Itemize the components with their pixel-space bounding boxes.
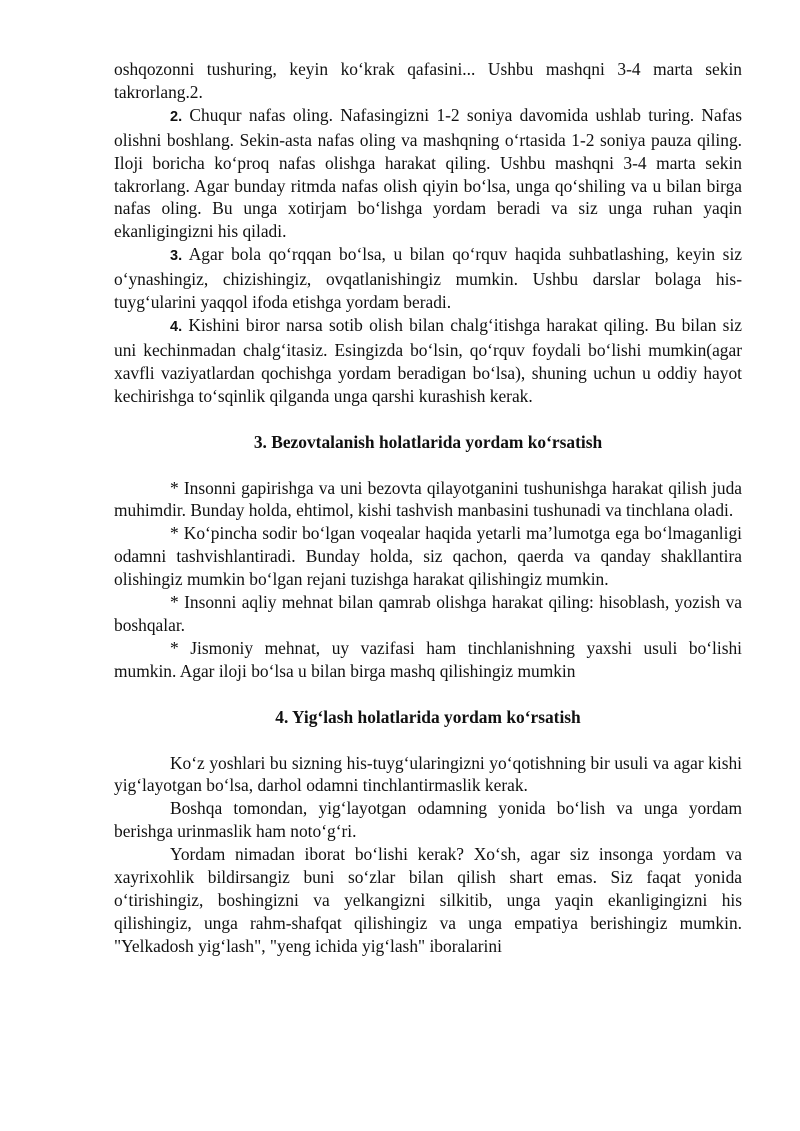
list-item-text: Chuqur nafas oling. Nafasingizni 1-2 soniya davomida ushlab turing. Nafas olishni boshlang. Sekin-asta nafas oling va mashqning o‘rtasida 1-2 soniya pauza qiling. Iloji boricha ko‘proq nafas olishga harakat qiling. Ushbu mashqni 3-4 marta sekin takrorlang. Agar bunday ritmda nafas olish qiyin bo‘lsa, unga qo‘shiling va u bilan birga nafas oling. Bu unga xotirjam bo‘lishga yordam beradi va siz unga ruhan yaqin ekanligingizni his qiladi.	[114, 104, 742, 242]
list-item-text: Agar bola qo‘rqqan bo‘lsa, u bilan qo‘rquv haqida suhbatlashing, keyin siz o‘ynashingiz, chizishingiz, ovqatlanishingiz mumkin. Ushbu darslar bolaga his-tuyg‘ularini yaqqol ifoda etishga yordam beradi.	[114, 244, 742, 313]
list-item-4	[114, 314, 742, 408]
list-number: 4.	[170, 318, 183, 335]
section-3-heading: 3. Bezovtalanish holatlarida yordam ko‘rsatish	[253, 431, 603, 452]
list-item-text: Kishini biror narsa sotib olish bilan chalg‘itishga harakat qiling. Bu bilan siz uni kechinmadan chalg‘itasiz. Esingizda bo‘lsin, qo‘rquv foydali bo‘lishi mumkin(agar xavfli vaziyatlardan qochishga yordam beradigan bo‘lsa), shuning uchun u oddiy hayot kechirishga to‘sqinlik qilganda unga qarshi kurashish kerak.	[114, 314, 742, 406]
section-4-paragraph: Ko‘z yoshlari bu sizning his-tuyg‘ularingizni yo‘qotishning bir usuli va agar kishi yig‘layotgan bo‘lsa, darhol odamni tinchlantirmaslik kerak.	[114, 752, 742, 796]
intro-paragraph: oshqozonni tushuring, keyin ko‘krak qafasini... Ushbu mashqni 3-4 marta sekin takrorlang.2.	[114, 59, 742, 102]
section-4-paragraph: Boshqa tomondan, yig‘layotgan odamning yonida bo‘lish va unga yordam berishga urinmaslik ham noto‘g‘ri.	[114, 798, 742, 842]
list-number: 2.	[170, 108, 183, 125]
section-3-paragraph: * Jismoniy mehnat, uy vazifasi ham tinchlanishning yaxshi usuli bo‘lishi mumkin. Agar iloji bo‘lsa u bilan birga mashq qilishingiz mumkin	[114, 637, 742, 681]
section-3-paragraph: * Insonni gapirishga va uni bezovta qilayotganini tushunishga harakat qilish juda muhimdir. Bunday holda, ehtimol, kishi tashvish manbasini tushunadi va tinchlana oladi.	[114, 477, 742, 521]
section-4-paragraph: Yordam nimadan iborat bo‘lishi kerak? Xo‘sh, agar siz insonga yordam va xayrixohlik bildirsangiz buni so‘zlar bilan qilish shart emas. Siz faqat yonida o‘tirishingiz, boshingizni va yelkangizni silkitib, unga yaqin ekanligingizni his qilishingiz, unga rahm-shafqat qilishingiz va unga empatiya berishingiz mumkin. "Yelkadosh yig‘lash", "yeng ichida yig‘lash" iboralarini	[114, 844, 742, 956]
list-number: 3.	[170, 248, 183, 265]
list-item-3	[114, 243, 742, 314]
section-3-paragraph: * Ko‘pincha sodir bo‘lgan voqealar haqida yetarli ma’lumotga ega bo‘lmaganligi odamni tashvishlantiradi. Bunday holda, siz qachon, qaerda va qanday shakllantira olishingiz mumkin bo‘lgan rejani tuzishga harakat qilishingiz mumkin.	[114, 523, 742, 590]
section-3-paragraph: * Insonni aqliy mehnat bilan qamrab olishga harakat qiling: hisoblash, yozish va boshqalar.	[114, 592, 742, 635]
document-page	[114, 58, 742, 958]
section-4-heading: 4. Yig‘lash holatlarida yordam ko‘rsatish	[275, 706, 581, 727]
list-item-2	[114, 104, 742, 243]
